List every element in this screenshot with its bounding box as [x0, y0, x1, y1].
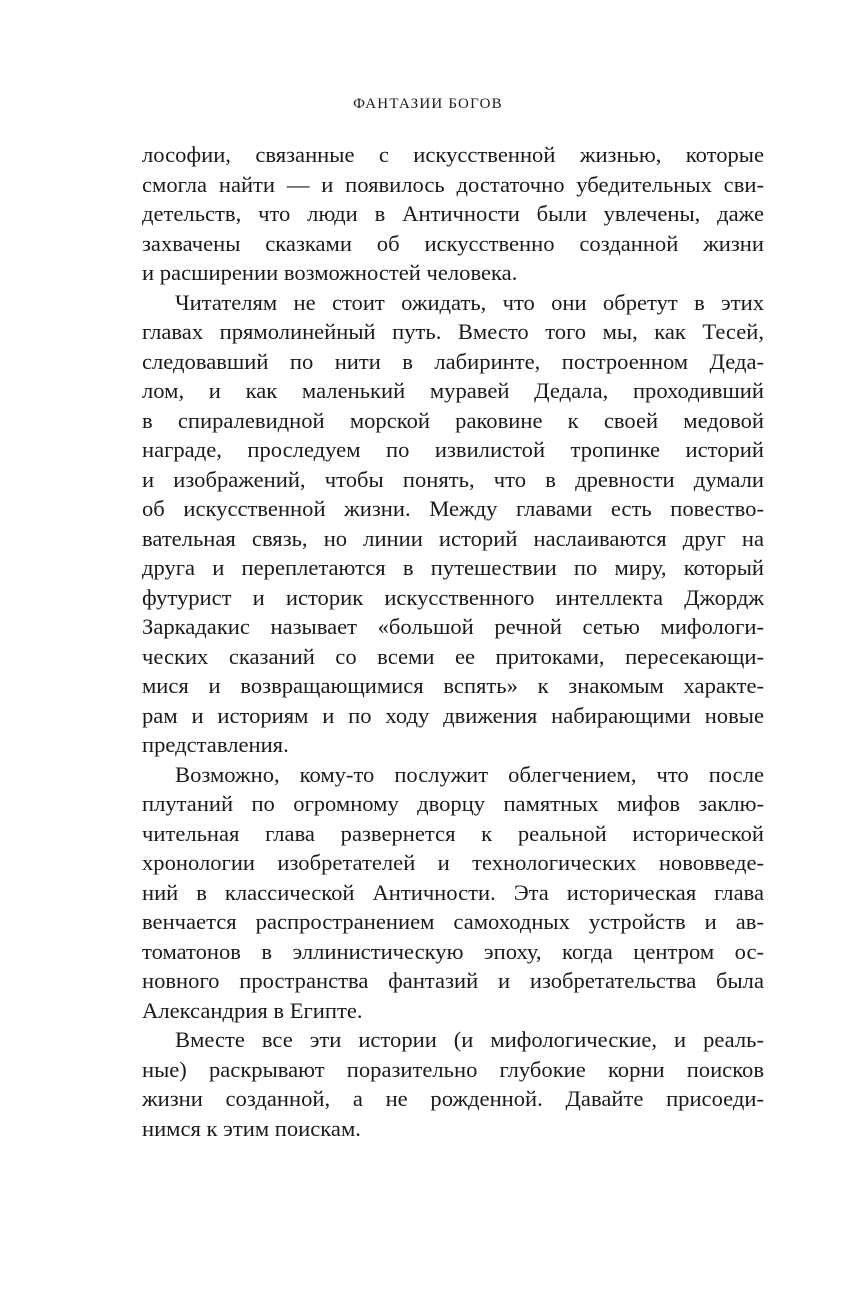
text-line: Вместе все эти истории (и мифологические, и реаль- [175, 1027, 764, 1052]
text-line: венчается распространением самоходных устройств и ав- [142, 909, 764, 934]
text-line: футурист и историк искусственного интеллекта Джордж [142, 584, 764, 610]
paragraph-2 [142, 288, 764, 760]
text-line: томатонов в эллинистическую эпоху, когда центром ос- [142, 938, 764, 964]
text-line: Заркадакис называет «большой речной сетью мифологи- [142, 614, 764, 639]
text-line: следовавший по нити в лабиринте, построенном Деда- [142, 348, 764, 374]
paragraph-1 [142, 140, 764, 288]
text-line: награде, проследуем по извилистой тропинке историй [142, 437, 764, 462]
text-line: хронологии изобретателей и технологических нововведе- [142, 850, 764, 875]
text-line: лом, и как маленький муравей Дедала, проходивший [142, 378, 764, 403]
text-line: смогла найти — и появилось достаточно убедительных сви- [142, 171, 764, 197]
text-line: и расширении возможностей человека. [142, 260, 518, 285]
text-line: лософии, связанные с искусственной жизнью, которые [142, 142, 764, 167]
text-line: Александрия в Египте. [142, 997, 363, 1023]
text-line: чительная глава развернется к реальной исторической [142, 820, 764, 846]
text-line: главах прямолинейный путь. Вместо того мы, как Тесей, [142, 319, 764, 344]
text-line: в спиралевидной морской раковине к своей медовой [142, 407, 764, 433]
body-text [142, 140, 764, 1143]
text-line: Читателям не стоит ожидать, что они обретут в этих [175, 289, 764, 315]
text-line: ные) раскрывают поразительно глубокие корни поисков [142, 1056, 764, 1082]
text-line: мися и возвращающимися вспять» к знакомым характе- [142, 673, 764, 698]
text-line: детельств, что люди в Античности были увлечены, даже [142, 201, 764, 226]
text-line: жизни созданной, а не рожденной. Давайте присоеди- [142, 1086, 764, 1111]
paragraph-3 [142, 760, 764, 1026]
text-line: захвачены сказками об искусственно созданной жизни [142, 230, 764, 256]
text-line: ческих сказаний со всеми ее притоками, пересекающи- [142, 643, 764, 669]
text-line: плутаний по огромному дворцу памятных мифов заклю- [142, 791, 764, 816]
text-line: Возможно, кому-то послужит облегчением, что после [175, 761, 764, 787]
text-line: ний в классической Античности. Эта историческая глава [142, 879, 764, 905]
paragraph-4 [142, 1025, 764, 1143]
running-head: ФАНТАЗИИ БОГОВ [353, 96, 503, 112]
text-line: и изображений, чтобы понять, что в древности думали [142, 466, 764, 492]
text-line: вательная связь, но линии историй наслаиваются друг на [142, 525, 764, 551]
text-line: друга и переплетаются в путешествии по миру, который [142, 555, 764, 580]
text-line: рам и историям и по ходу движения набирающими новые [142, 702, 764, 728]
text-line: новного пространства фантазий и изобретательства была [142, 968, 764, 993]
text-line: нимся к этим поискам. [142, 1115, 361, 1141]
text-line: об искусственной жизни. Между главами есть повество- [142, 496, 764, 521]
text-line: представления. [142, 732, 289, 757]
